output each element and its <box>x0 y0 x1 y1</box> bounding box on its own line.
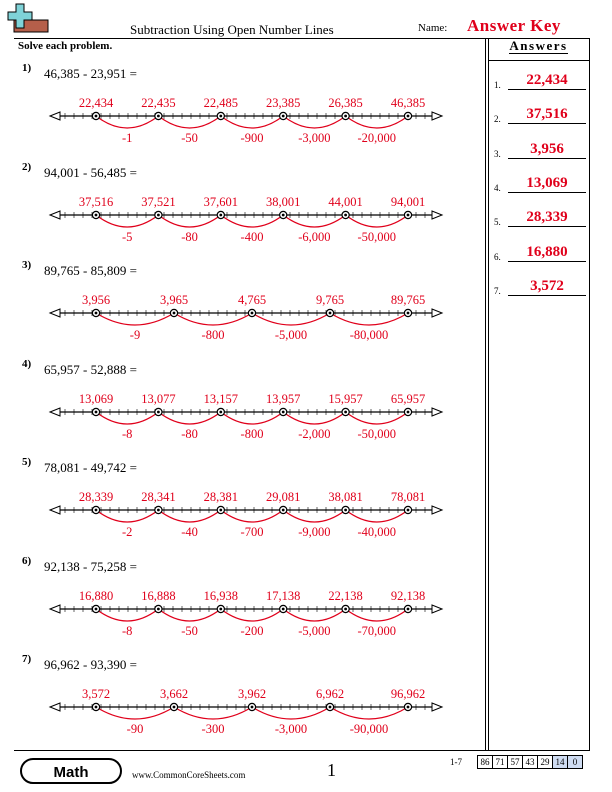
jump-arc <box>252 313 330 325</box>
point-label: 13,157 <box>203 391 238 406</box>
point-label: 44,001 <box>328 194 363 209</box>
left-arrow-icon <box>50 605 60 613</box>
answer-row <box>494 205 586 227</box>
jump-arc <box>252 707 330 719</box>
jump-label: -200 <box>240 623 264 638</box>
jump-label: -900 <box>240 131 264 145</box>
problem-expression: 65,957 - 52,888 = <box>44 361 137 377</box>
point-label: 29,081 <box>266 490 301 504</box>
right-arrow-icon <box>432 112 442 120</box>
answer-blank-line <box>508 89 586 90</box>
jump-arc <box>221 510 283 522</box>
point-label: 28,341 <box>141 490 176 504</box>
jump-arc <box>283 215 345 227</box>
answers-title-divider <box>488 60 589 61</box>
problem-expression: 92,138 - 75,258 = <box>44 558 137 574</box>
number-point-center <box>344 115 347 118</box>
answers-column-border <box>589 38 590 750</box>
jump-arc <box>346 609 408 621</box>
answer-row <box>494 102 586 124</box>
jump-label: -1 <box>121 131 133 145</box>
jump-label: -50,000 <box>357 229 397 244</box>
page-number: 1 <box>327 760 336 780</box>
point-label: 22,434 <box>78 96 114 110</box>
problem-number: 6) <box>22 554 32 567</box>
number-line <box>0 185 486 269</box>
answer-number: 1. <box>494 80 501 90</box>
point-label: 13,077 <box>141 391 176 406</box>
jump-label: -800 <box>201 328 225 342</box>
right-arrow-icon <box>432 408 442 416</box>
number-point-center <box>95 410 98 413</box>
jump-label: -80,000 <box>349 328 389 342</box>
answer-value: 13,069 <box>526 174 568 191</box>
jump-arc <box>158 609 220 621</box>
answer-row <box>494 68 586 90</box>
number-point-center <box>95 607 98 610</box>
jump-arc <box>96 707 174 719</box>
problem-number: 7) <box>22 653 32 665</box>
website-link[interactable]: www.CommonCoreSheets.com <box>132 770 246 780</box>
number-line <box>0 382 486 466</box>
number-point-center <box>282 509 285 512</box>
answer-row <box>494 171 586 193</box>
answer-value: 22,434 <box>526 72 568 88</box>
right-arrow-icon <box>432 506 442 514</box>
number-point-center <box>95 213 98 216</box>
jump-label: -40,000 <box>357 525 397 539</box>
number-point-center <box>344 410 347 413</box>
answer-number: 6. <box>494 251 501 262</box>
point-label: 6,962 <box>315 687 345 701</box>
answer-blank-line <box>508 123 586 124</box>
number-point-center <box>329 312 332 315</box>
left-arrow-icon <box>50 506 60 514</box>
number-point-center <box>407 410 410 413</box>
left-arrow-icon <box>50 112 60 120</box>
answers-column-border <box>488 38 489 750</box>
jump-arc <box>283 609 345 621</box>
jump-arc <box>221 116 283 128</box>
score-cell: 0 <box>568 756 583 769</box>
point-label: 94,001 <box>390 194 426 209</box>
number-point-center <box>157 410 160 413</box>
jump-label: -3,000 <box>298 131 331 145</box>
jump-label: -5 <box>121 229 133 244</box>
jump-label: -6,000 <box>298 229 331 244</box>
jump-label: -9 <box>129 328 141 342</box>
number-point-center <box>344 509 347 512</box>
number-point-center <box>219 115 222 118</box>
problem-number: 4) <box>22 357 32 370</box>
jump-arc <box>96 412 158 424</box>
jump-arc <box>221 412 283 424</box>
point-label: 3,956 <box>81 293 111 307</box>
jump-arc <box>174 313 252 325</box>
score-cell: 14 <box>553 756 568 769</box>
jump-label: -90,000 <box>349 722 389 736</box>
number-point-center <box>344 607 347 610</box>
number-point-center <box>407 509 410 512</box>
problem-expression: 94,001 - 56,485 = <box>44 164 137 180</box>
point-label: 3,962 <box>237 687 267 701</box>
problem-expression: 46,385 - 23,951 = <box>44 66 137 81</box>
jump-label: -90 <box>126 722 144 736</box>
jump-arc <box>330 707 408 719</box>
jump-label: -5,000 <box>298 623 331 638</box>
right-arrow-icon <box>432 309 442 317</box>
jump-label: -3,000 <box>274 722 308 736</box>
right-arrow-icon <box>432 703 442 711</box>
number-point-center <box>219 213 222 216</box>
jump-arc <box>158 510 220 522</box>
math-logo-icon <box>2 2 58 38</box>
jump-arc <box>158 412 220 424</box>
right-arrow-icon <box>432 605 442 613</box>
number-line <box>0 86 486 170</box>
point-label: 16,888 <box>141 588 176 603</box>
problem-expression: 96,962 - 93,390 = <box>44 657 137 672</box>
score-cell: 57 <box>508 756 523 769</box>
number-point-center <box>344 213 347 216</box>
number-line <box>0 677 486 761</box>
jump-arc <box>158 116 220 128</box>
number-point-center <box>282 213 285 216</box>
point-label: 16,938 <box>203 588 238 603</box>
instructions: Solve each problem. <box>18 40 113 52</box>
answer-number: 7. <box>494 285 501 296</box>
point-label: 15,957 <box>328 391 363 406</box>
point-label: 78,081 <box>390 490 426 504</box>
right-arrow-icon <box>432 211 442 219</box>
point-label: 96,962 <box>390 687 426 701</box>
jump-label: -8 <box>121 623 133 638</box>
number-point-center <box>95 115 98 118</box>
jump-label: -50,000 <box>357 426 397 441</box>
jump-arc <box>283 412 345 424</box>
jump-label: -9,000 <box>298 525 331 539</box>
point-label: 28,381 <box>203 490 238 504</box>
jump-label: -300 <box>201 722 225 736</box>
answer-number: 2. <box>494 114 501 125</box>
point-label: 89,765 <box>390 293 426 307</box>
number-line <box>0 480 486 564</box>
jump-arc <box>96 116 158 128</box>
jump-arc <box>221 215 283 227</box>
jump-label: -20,000 <box>357 131 397 145</box>
number-line <box>0 283 486 367</box>
number-point-center <box>282 410 285 413</box>
number-point-center <box>157 115 160 118</box>
number-point-center <box>157 213 160 216</box>
point-label: 22,138 <box>328 588 363 603</box>
number-point-center <box>407 115 410 118</box>
number-point-center <box>219 607 222 610</box>
jump-arc <box>346 412 408 424</box>
left-arrow-icon <box>50 703 60 711</box>
number-point-center <box>251 706 254 709</box>
jump-label: -700 <box>240 525 264 539</box>
score-range-label: 1-7 <box>450 757 462 767</box>
jump-label: -2 <box>121 525 133 539</box>
footer-divider <box>14 750 590 751</box>
answer-blank-line <box>508 192 586 193</box>
jump-label: -50 <box>181 623 198 638</box>
problem-expression: 78,081 - 49,742 = <box>44 460 137 475</box>
point-label: 65,957 <box>390 391 426 406</box>
answer-key-label: Answer Key <box>467 16 561 35</box>
number-point-center <box>407 312 410 315</box>
jump-label: -40 <box>181 525 198 539</box>
point-label: 92,138 <box>390 588 426 603</box>
jump-label: -50 <box>181 131 198 145</box>
point-label: 37,521 <box>141 194 176 209</box>
number-point-center <box>173 312 176 315</box>
jump-label: -800 <box>240 426 264 441</box>
number-point-center <box>95 706 98 709</box>
answer-blank-line <box>508 295 586 296</box>
jump-label: -70,000 <box>357 623 397 638</box>
jump-arc <box>174 707 252 719</box>
number-point-center <box>157 509 160 512</box>
jump-arc <box>283 116 345 128</box>
answer-row <box>494 137 586 159</box>
answer-row <box>494 274 586 296</box>
number-point-center <box>95 509 98 512</box>
point-label: 23,385 <box>266 96 301 110</box>
jump-arc <box>346 510 408 522</box>
point-label: 38,001 <box>266 194 301 209</box>
score-cell: 86 <box>478 756 493 769</box>
left-arrow-icon <box>50 309 60 317</box>
point-label: 3,572 <box>81 687 111 701</box>
jump-label: -80 <box>181 426 198 441</box>
jump-arc <box>96 215 158 227</box>
point-label: 17,138 <box>266 588 301 603</box>
jump-arc <box>221 609 283 621</box>
number-point-center <box>282 115 285 118</box>
number-point-center <box>251 312 254 315</box>
jump-arc <box>346 116 408 128</box>
answer-row <box>494 240 586 262</box>
point-label: 4,765 <box>237 293 267 307</box>
answers-title: Answers <box>509 38 568 53</box>
jump-arc <box>96 609 158 621</box>
point-label: 13,069 <box>78 391 114 406</box>
jump-label: -5,000 <box>274 328 308 342</box>
answer-number: 4. <box>494 182 501 193</box>
jump-arc <box>96 510 158 522</box>
jump-label: -400 <box>240 229 264 244</box>
answer-value: 3,572 <box>530 277 564 294</box>
point-label: 22,485 <box>203 96 238 110</box>
point-label: 9,765 <box>315 293 345 307</box>
number-point-center <box>407 706 410 709</box>
number-point-center <box>219 410 222 413</box>
point-label: 46,385 <box>390 96 426 110</box>
problem-number: 1) <box>22 62 32 74</box>
number-point-center <box>329 706 332 709</box>
number-line <box>0 579 486 663</box>
answer-value: 28,339 <box>526 209 568 226</box>
number-point-center <box>157 607 160 610</box>
score-cell: 43 <box>523 756 538 769</box>
point-label: 37,601 <box>203 194 238 209</box>
answer-blank-line <box>508 261 586 262</box>
problem-expression: 89,765 - 85,809 = <box>44 263 137 278</box>
jump-label: -80 <box>181 229 198 244</box>
answer-number: 5. <box>494 217 501 228</box>
problem-number: 2) <box>22 160 32 173</box>
number-point-center <box>407 213 410 216</box>
page-title: Subtraction Using Open Number Lines <box>130 22 334 37</box>
answer-blank-line <box>508 226 586 227</box>
problem-number: 3) <box>22 259 32 271</box>
jump-arc <box>346 215 408 227</box>
number-point-center <box>95 312 98 315</box>
score-cell: 29 <box>538 756 553 769</box>
answer-value: 16,880 <box>526 243 568 260</box>
score-cell: 71 <box>493 756 508 769</box>
number-point-center <box>282 607 285 610</box>
answer-number: 3. <box>494 148 501 159</box>
jump-arc <box>158 215 220 227</box>
point-label: 37,516 <box>78 194 114 209</box>
jump-arc <box>283 510 345 522</box>
number-point-center <box>173 706 176 709</box>
point-label: 38,081 <box>328 490 363 504</box>
point-label: 22,435 <box>141 96 176 110</box>
point-label: 3,662 <box>159 687 189 701</box>
number-point-center <box>219 509 222 512</box>
number-point-center <box>407 607 410 610</box>
point-label: 16,880 <box>78 588 114 603</box>
score-table <box>477 755 583 769</box>
jump-arc <box>96 313 174 325</box>
answer-blank-line <box>508 158 586 159</box>
point-label: 28,339 <box>78 490 114 504</box>
jump-arc <box>330 313 408 325</box>
subject-badge: Math <box>20 758 122 784</box>
answer-value: 3,956 <box>530 140 564 157</box>
point-label: 26,385 <box>328 96 363 110</box>
left-arrow-icon <box>50 211 60 219</box>
left-arrow-icon <box>50 408 60 416</box>
jump-label: -8 <box>121 426 133 441</box>
jump-label: -2,000 <box>298 426 331 441</box>
answer-value: 37,516 <box>526 106 568 123</box>
point-label: 3,965 <box>159 293 189 307</box>
problem-number: 5) <box>22 456 32 468</box>
point-label: 13,957 <box>266 391 301 406</box>
name-label: Name: <box>418 22 448 34</box>
